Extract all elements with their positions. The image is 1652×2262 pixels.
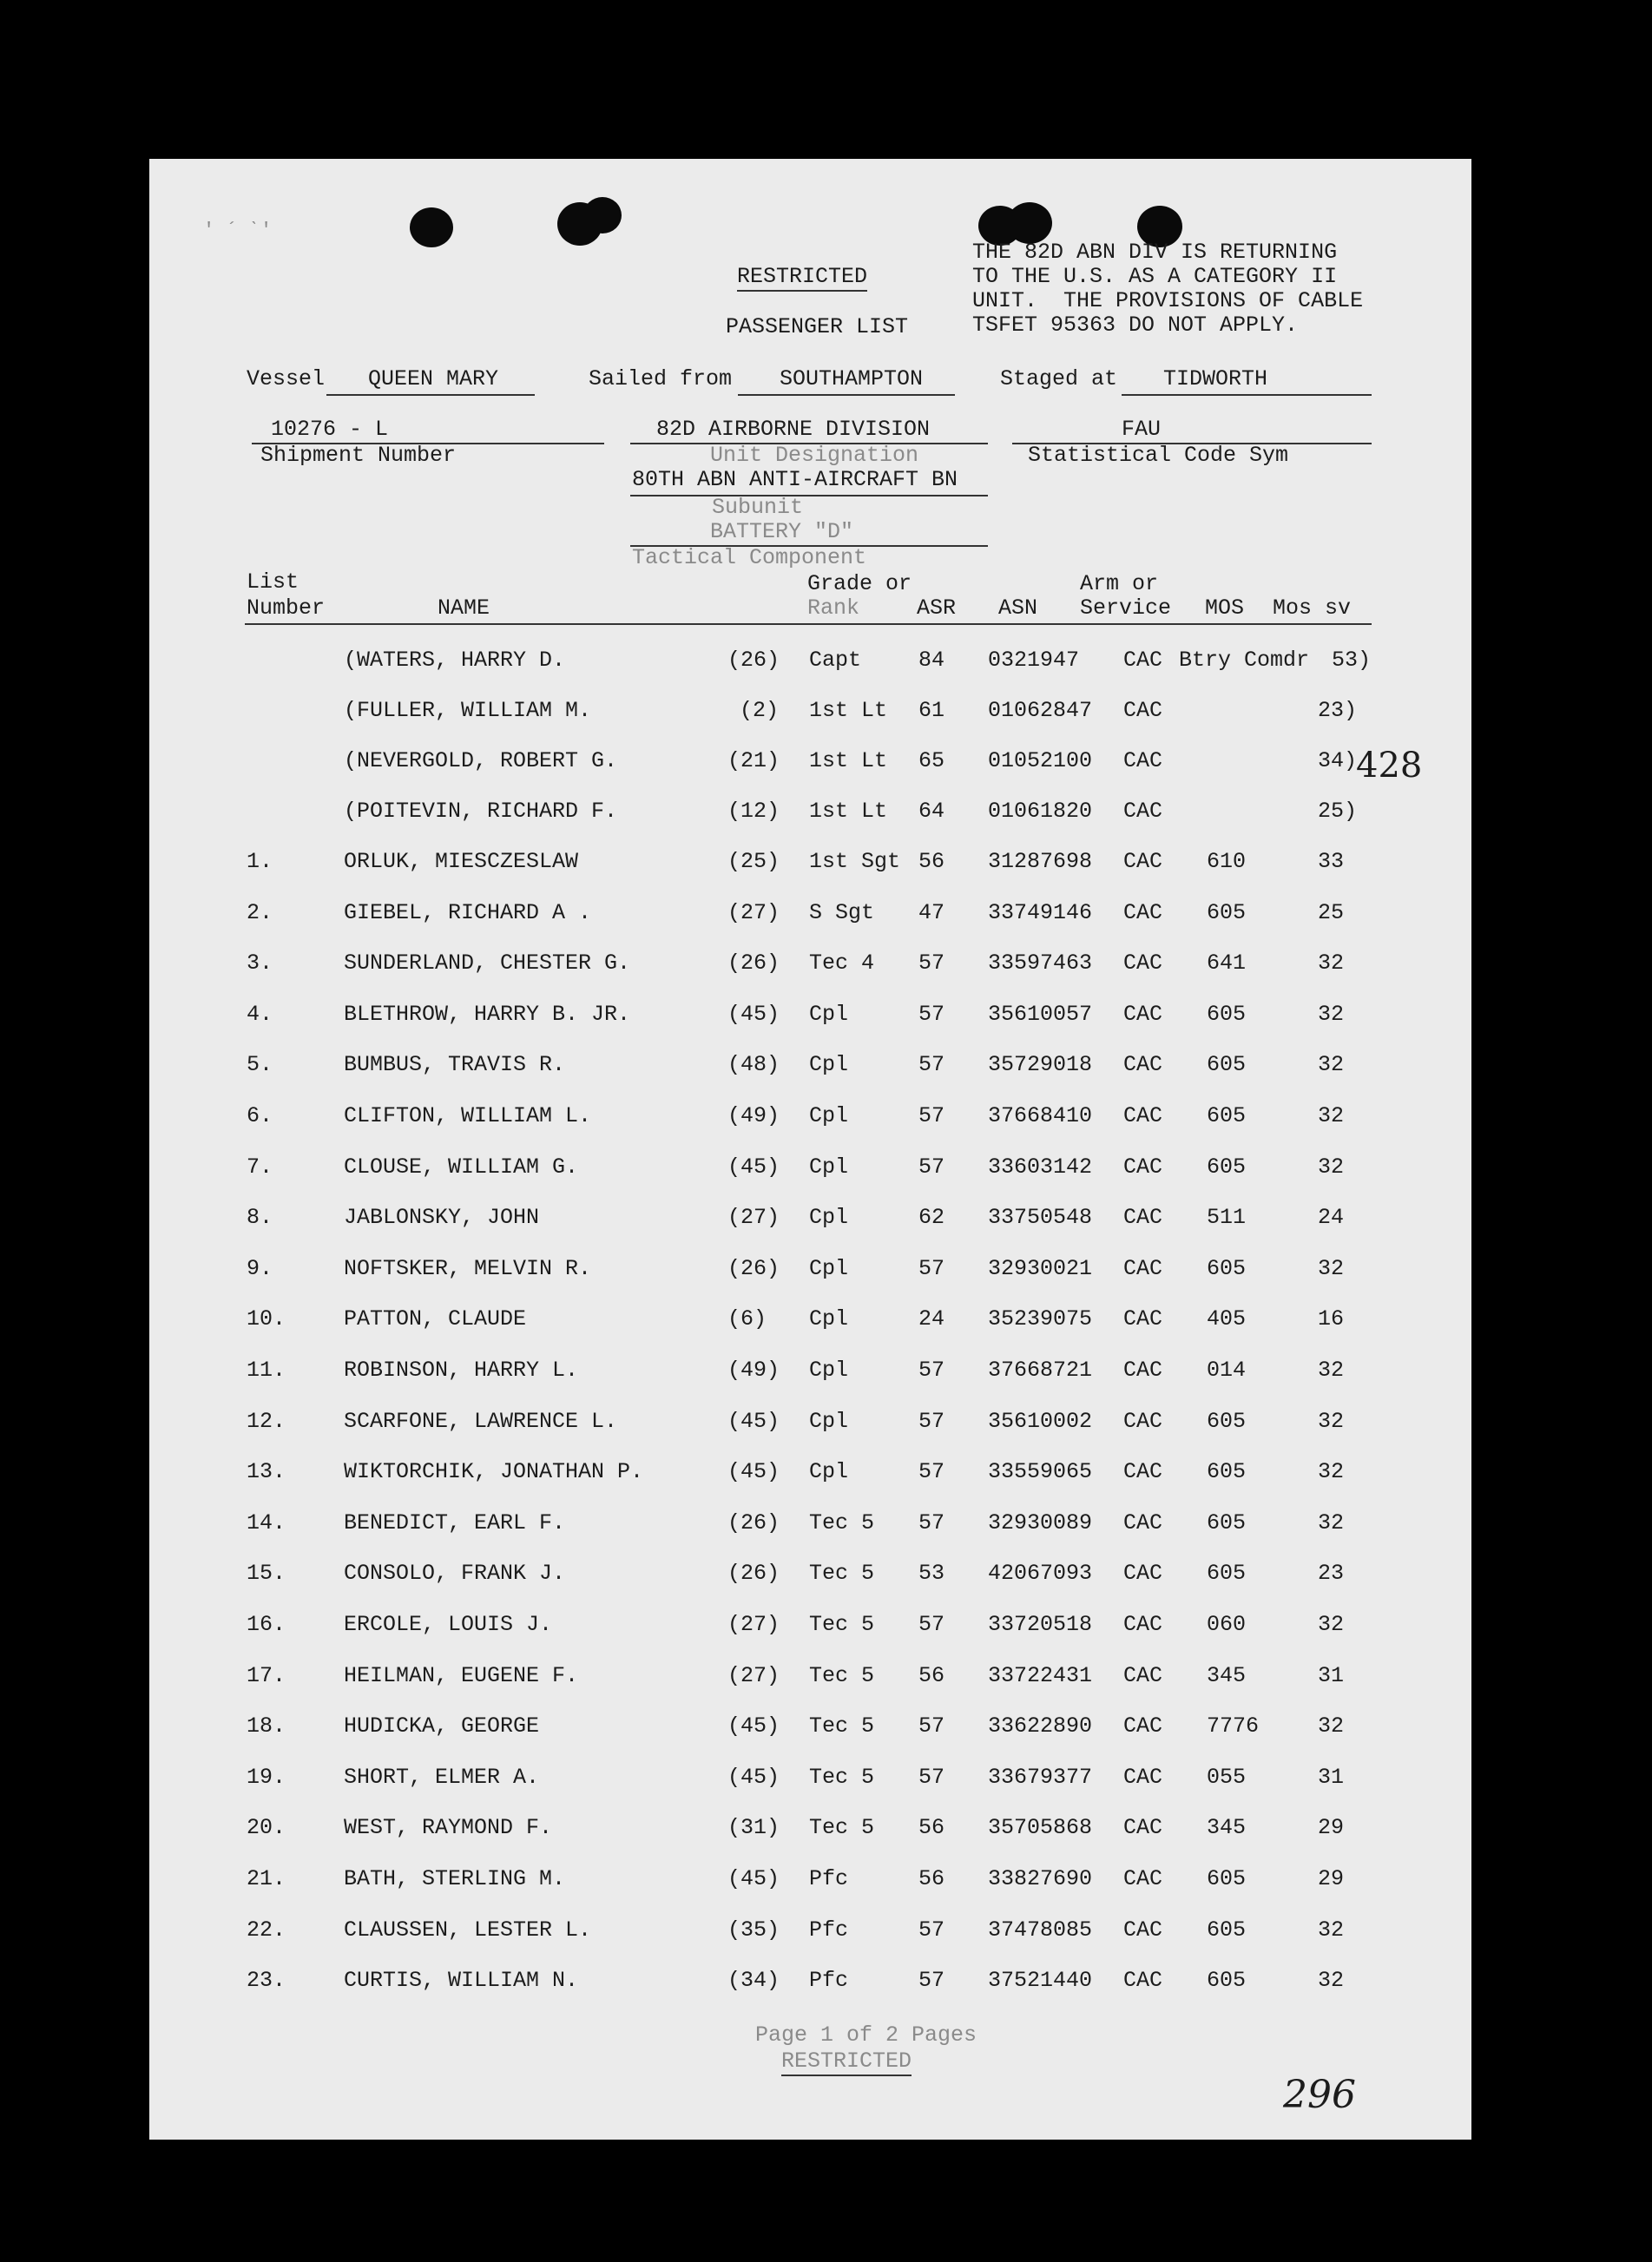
doc-title: PASSENGER LIST (726, 314, 909, 339)
cell-num: 12. (247, 1409, 286, 1434)
cell-age: (26) (727, 950, 780, 976)
col-grade-2: Rank (807, 595, 860, 621)
cell-mossv: 32 (1318, 1409, 1345, 1434)
cell-age: (6) (727, 1306, 767, 1332)
cell-num: 7. (247, 1154, 273, 1180)
cell-grade: Pfc (809, 1917, 849, 1943)
cell-name: JABLONSKY, JOHN (344, 1205, 540, 1230)
cell-grade: Cpl (809, 1358, 849, 1383)
cell-name: ROBINSON, HARRY L. (344, 1358, 579, 1383)
cell-asn: 33622890 (988, 1713, 1093, 1739)
cell-asn: 32930089 (988, 1510, 1093, 1535)
officer-grade: Capt (809, 648, 862, 673)
cell-grade: Cpl (809, 1459, 849, 1484)
cell-num: 22. (247, 1917, 286, 1943)
cell-name: HEILMAN, EUGENE F. (344, 1663, 579, 1688)
cell-age: (45) (727, 1866, 780, 1891)
cell-mos: 605 (1207, 1103, 1247, 1128)
cell-mos: 605 (1207, 1002, 1247, 1027)
cell-mossv: 32 (1318, 1968, 1345, 1993)
cell-asn: 31287698 (988, 849, 1093, 874)
cell-age: (27) (727, 1612, 780, 1637)
notice-line: UNIT. THE PROVISIONS OF CABLE (972, 288, 1364, 313)
cell-asn: 33679377 (988, 1765, 1093, 1790)
cell-num: 18. (247, 1713, 286, 1739)
officer-mossv: 23) (1318, 698, 1358, 723)
cell-asn: 33597463 (988, 950, 1093, 976)
cell-mos: 405 (1207, 1306, 1247, 1332)
statistical-code-label: Statistical Code Sym (1028, 443, 1289, 468)
cell-asn: 33603142 (988, 1154, 1093, 1180)
cell-mos: 605 (1207, 1510, 1247, 1535)
cell-arm: CAC (1123, 1815, 1163, 1840)
cell-age: (49) (727, 1358, 780, 1383)
cell-arm: CAC (1123, 1358, 1163, 1383)
cell-mossv: 29 (1318, 1866, 1345, 1891)
cell-arm: CAC (1123, 950, 1163, 976)
officer-age: (2) (740, 698, 780, 723)
cell-asr: 53 (918, 1561, 945, 1586)
cell-mos: 605 (1207, 1052, 1247, 1077)
cell-grade: Tec 5 (809, 1510, 875, 1535)
cell-num: 2. (247, 900, 273, 925)
officer-age: (12) (727, 799, 780, 824)
cell-arm: CAC (1123, 1103, 1163, 1128)
cell-asr: 57 (918, 1154, 945, 1180)
cell-asn: 33750548 (988, 1205, 1093, 1230)
officer-grade: 1st Lt (809, 698, 888, 723)
officer-asr: 64 (918, 799, 945, 824)
col-mos: MOS (1205, 595, 1245, 621)
cell-mos: 641 (1207, 950, 1247, 976)
cell-num: 6. (247, 1103, 273, 1128)
cell-grade: Cpl (809, 1154, 849, 1180)
cell-arm: CAC (1123, 1561, 1163, 1586)
cell-num: 9. (247, 1256, 273, 1281)
cell-asr: 47 (918, 900, 945, 925)
col-asn: ASN (998, 595, 1038, 621)
officer-arm: CAC (1123, 748, 1163, 773)
staged-at-label: Staged at (1000, 366, 1118, 391)
cell-name: SHORT, ELMER A. (344, 1765, 540, 1790)
stray-marks: ' ´ ˋ' (203, 220, 273, 241)
col-arm-1: Arm or (1080, 571, 1159, 596)
officer-name: (POITEVIN, RICHARD F. (344, 799, 618, 824)
cell-name: GIEBEL, RICHARD A . (344, 900, 592, 925)
sailed-from-rule (738, 394, 955, 396)
cell-num: 5. (247, 1052, 273, 1077)
cell-asn: 35610057 (988, 1002, 1093, 1027)
cell-arm: CAC (1123, 900, 1163, 925)
cell-grade: Cpl (809, 1103, 849, 1128)
vessel-label: Vessel (247, 366, 326, 391)
staged-at-rule (1122, 394, 1372, 396)
cell-grade: Pfc (809, 1968, 849, 1993)
officer-name: (NEVERGOLD, ROBERT G. (344, 748, 618, 773)
cell-asr: 56 (918, 849, 945, 874)
subunit-value: 80TH ABN ANTI-AIRCRAFT BN (632, 467, 958, 492)
cell-asr: 57 (918, 1358, 945, 1383)
cell-grade: Tec 5 (809, 1713, 875, 1739)
cell-num: 15. (247, 1561, 286, 1586)
subunit-label: Subunit (712, 495, 804, 520)
cell-name: ORLUK, MIESCZESLAW (344, 849, 579, 874)
cell-grade: 1st Sgt (809, 849, 901, 874)
cell-name: SUNDERLAND, CHESTER G. (344, 950, 631, 976)
cell-age: (26) (727, 1256, 780, 1281)
col-list-number-2: Number (247, 595, 326, 621)
cell-age: (31) (727, 1815, 780, 1840)
cell-asn: 35239075 (988, 1306, 1093, 1332)
col-asr: ASR (917, 595, 957, 621)
cell-mossv: 32 (1318, 1510, 1345, 1535)
cell-asn: 42067093 (988, 1561, 1093, 1586)
statistical-code-value: FAU (1122, 417, 1162, 442)
cell-mossv: 32 (1318, 1917, 1345, 1943)
cell-num: 8. (247, 1205, 273, 1230)
cell-asr: 56 (918, 1663, 945, 1688)
cell-asn: 33749146 (988, 900, 1093, 925)
officer-mos: Btry Comdr (1179, 648, 1310, 673)
officer-name: (WATERS, HARRY D. (344, 648, 566, 673)
cell-num: 10. (247, 1306, 286, 1332)
cell-grade: S Sgt (809, 900, 875, 925)
cell-mos: 605 (1207, 1866, 1247, 1891)
punch-hole (410, 207, 453, 247)
cell-age: (45) (727, 1765, 780, 1790)
officer-asr: 61 (918, 698, 945, 723)
cell-arm: CAC (1123, 1713, 1163, 1739)
tactical-component-value: BATTERY "D" (710, 519, 854, 544)
officer-asn: 01061820 (988, 799, 1093, 824)
cell-age: (49) (727, 1103, 780, 1128)
cell-asr: 24 (918, 1306, 945, 1332)
cell-asr: 62 (918, 1205, 945, 1230)
cell-mossv: 29 (1318, 1815, 1345, 1840)
cell-num: 19. (247, 1765, 286, 1790)
col-mossv: Mos sv (1273, 595, 1352, 621)
cell-asr: 57 (918, 1713, 945, 1739)
cell-asr: 57 (918, 1459, 945, 1484)
cell-age: (27) (727, 900, 780, 925)
cell-name: WIKTORCHIK, JONATHAN P. (344, 1459, 644, 1484)
cell-arm: CAC (1123, 1917, 1163, 1943)
header-rule (245, 623, 1372, 625)
unit-designation-label: Unit Designation (710, 443, 919, 468)
cell-mos: 605 (1207, 900, 1247, 925)
cell-mos: 605 (1207, 1459, 1247, 1484)
cell-name: PATTON, CLAUDE (344, 1306, 527, 1332)
col-grade-1: Grade or (807, 571, 912, 596)
cell-mossv: 16 (1318, 1306, 1345, 1332)
cell-num: 4. (247, 1002, 273, 1027)
cell-grade: Cpl (809, 1409, 849, 1434)
cell-arm: CAC (1123, 1663, 1163, 1688)
cell-arm: CAC (1123, 1765, 1163, 1790)
cell-name: BUMBUS, TRAVIS R. (344, 1052, 566, 1077)
cell-mossv: 33 (1318, 849, 1345, 874)
cell-mos: 060 (1207, 1612, 1247, 1637)
cell-grade: Pfc (809, 1866, 849, 1891)
cell-name: HUDICKA, GEORGE (344, 1713, 540, 1739)
staged-at-value: TIDWORTH (1163, 366, 1268, 391)
unit-designation-value: 82D AIRBORNE DIVISION (656, 417, 931, 442)
cell-num: 17. (247, 1663, 286, 1688)
cell-grade: Cpl (809, 1205, 849, 1230)
cell-asr: 57 (918, 1103, 945, 1128)
cell-asr: 57 (918, 950, 945, 976)
cell-age: (26) (727, 1561, 780, 1586)
cell-asr: 57 (918, 1765, 945, 1790)
col-name: NAME (438, 595, 490, 621)
cell-mossv: 32 (1318, 1052, 1345, 1077)
cell-asn: 33827690 (988, 1866, 1093, 1891)
sailed-from-label: Sailed from (589, 366, 733, 391)
cell-grade: Tec 5 (809, 1815, 875, 1840)
punch-hole (1007, 202, 1052, 244)
cell-mos: 605 (1207, 1256, 1247, 1281)
notice-line: TSFET 95363 DO NOT APPLY. (972, 312, 1299, 338)
subunit-rule (630, 495, 988, 496)
cell-arm: CAC (1123, 849, 1163, 874)
cell-grade: Tec 5 (809, 1561, 875, 1586)
cell-arm: CAC (1123, 1306, 1163, 1332)
cell-age: (27) (727, 1663, 780, 1688)
officer-asn: 01062847 (988, 698, 1093, 723)
col-list-number-1: List (247, 569, 299, 595)
officer-arm: CAC (1123, 698, 1163, 723)
cell-mos: 605 (1207, 1968, 1247, 1993)
cell-asr: 57 (918, 1256, 945, 1281)
cell-mossv: 32 (1318, 1154, 1345, 1180)
cell-asn: 37668410 (988, 1103, 1093, 1128)
cell-arm: CAC (1123, 1256, 1163, 1281)
cell-grade: Cpl (809, 1052, 849, 1077)
cell-name: CLIFTON, WILLIAM L. (344, 1103, 592, 1128)
shipment-number-value: 10276 - L (271, 417, 389, 442)
cell-mossv: 32 (1318, 1256, 1345, 1281)
cell-mos: 605 (1207, 1409, 1247, 1434)
officer-arm: CAC (1123, 648, 1163, 673)
officer-asn: 01052100 (988, 748, 1093, 773)
cell-asn: 37668721 (988, 1358, 1093, 1383)
cell-name: CLOUSE, WILLIAM G. (344, 1154, 579, 1180)
cell-grade: Tec 4 (809, 950, 875, 976)
cell-arm: CAC (1123, 1154, 1163, 1180)
cell-arm: CAC (1123, 1205, 1163, 1230)
cell-age: (45) (727, 1002, 780, 1027)
cell-mossv: 32 (1318, 1459, 1345, 1484)
officer-grade: 1st Lt (809, 748, 888, 773)
cell-num: 21. (247, 1866, 286, 1891)
notice-line: THE 82D ABN DIV IS RETURNING (972, 240, 1338, 265)
cell-mossv: 32 (1318, 950, 1345, 976)
cell-mos: 345 (1207, 1663, 1247, 1688)
cell-mos: 055 (1207, 1765, 1247, 1790)
cell-asn: 35705868 (988, 1815, 1093, 1840)
cell-asn: 37521440 (988, 1968, 1093, 1993)
sailed-from-value: SOUTHAMPTON (780, 366, 924, 391)
cell-mos: 605 (1207, 1154, 1247, 1180)
cell-asr: 57 (918, 1409, 945, 1434)
cell-num: 11. (247, 1358, 286, 1383)
cell-asr: 56 (918, 1815, 945, 1840)
cell-asr: 57 (918, 1612, 945, 1637)
cell-num: 14. (247, 1510, 286, 1535)
cell-name: BLETHROW, HARRY B. JR. (344, 1002, 631, 1027)
cell-mos: 605 (1207, 1917, 1247, 1943)
cell-num: 23. (247, 1968, 286, 1993)
vessel-value: QUEEN MARY (368, 366, 499, 391)
cell-name: SCARFONE, LAWRENCE L. (344, 1409, 618, 1434)
cell-mossv: 23 (1318, 1561, 1345, 1586)
cell-arm: CAC (1123, 1052, 1163, 1077)
officer-mossv: 34) (1318, 748, 1358, 773)
cell-name: WEST, RAYMOND F. (344, 1815, 553, 1840)
col-arm-2: Service (1080, 595, 1172, 621)
cell-age: (45) (727, 1154, 780, 1180)
cell-asn: 32930021 (988, 1256, 1093, 1281)
cell-mos: 345 (1207, 1815, 1247, 1840)
officer-name: (FULLER, WILLIAM M. (344, 698, 592, 723)
cell-mos: 7776 (1207, 1713, 1260, 1739)
cell-name: NOFTSKER, MELVIN R. (344, 1256, 592, 1281)
cell-asr: 57 (918, 1052, 945, 1077)
cell-asn: 33722431 (988, 1663, 1093, 1688)
cell-num: 3. (247, 950, 273, 976)
cell-age: (34) (727, 1968, 780, 1993)
cell-grade: Cpl (809, 1002, 849, 1027)
cell-mos: 610 (1207, 849, 1247, 874)
cell-name: BATH, STERLING M. (344, 1866, 566, 1891)
cell-asn: 37478085 (988, 1917, 1093, 1943)
cell-mos: 511 (1207, 1205, 1247, 1230)
cell-arm: CAC (1123, 1409, 1163, 1434)
cell-mossv: 32 (1318, 1358, 1345, 1383)
cell-num: 13. (247, 1459, 286, 1484)
officer-mossv: 53) (1332, 648, 1372, 673)
cell-num: 20. (247, 1815, 286, 1840)
cell-grade: Tec 5 (809, 1612, 875, 1637)
cell-num: 16. (247, 1612, 286, 1637)
cell-mos: 014 (1207, 1358, 1247, 1383)
cell-arm: CAC (1123, 1612, 1163, 1637)
cell-name: BENEDICT, EARL F. (344, 1510, 566, 1535)
cell-arm: CAC (1123, 1866, 1163, 1891)
cell-arm: CAC (1123, 1459, 1163, 1484)
officer-count-stamp: 428 (1356, 746, 1423, 786)
cell-asr: 57 (918, 1917, 945, 1943)
cell-asr: 57 (918, 1510, 945, 1535)
cell-asr: 56 (918, 1866, 945, 1891)
notice-line: TO THE U.S. AS A CATEGORY II (972, 264, 1338, 289)
cell-arm: CAC (1123, 1968, 1163, 1993)
cell-mossv: 32 (1318, 1612, 1345, 1637)
cell-mossv: 31 (1318, 1663, 1345, 1688)
cell-age: (45) (727, 1713, 780, 1739)
cell-mossv: 24 (1318, 1205, 1345, 1230)
vessel-rule (326, 394, 535, 396)
cell-asr: 57 (918, 1968, 945, 1993)
cell-grade: Cpl (809, 1306, 849, 1332)
handwritten-page-number: 296 (1283, 2073, 1356, 2117)
officer-arm: CAC (1123, 799, 1163, 824)
cell-arm: CAC (1123, 1510, 1163, 1535)
cell-age: (27) (727, 1205, 780, 1230)
officer-age: (21) (727, 748, 780, 773)
cell-mossv: 32 (1318, 1002, 1345, 1027)
cell-mossv: 31 (1318, 1765, 1345, 1790)
cell-asn: 35610002 (988, 1409, 1093, 1434)
cell-asn: 33720518 (988, 1612, 1093, 1637)
punch-hole (583, 197, 622, 233)
cell-asn: 35729018 (988, 1052, 1093, 1077)
shipment-number-label: Shipment Number (260, 443, 457, 468)
tactical-component-label: Tactical Component (632, 545, 867, 570)
cell-age: (35) (727, 1917, 780, 1943)
cell-name: ERCOLE, LOUIS J. (344, 1612, 553, 1637)
officer-grade: 1st Lt (809, 799, 888, 824)
cell-age: (45) (727, 1459, 780, 1484)
cell-name: CURTIS, WILLIAM N. (344, 1968, 579, 1993)
cell-mos: 605 (1207, 1561, 1247, 1586)
cell-age: (45) (727, 1409, 780, 1434)
cell-age: (26) (727, 1510, 780, 1535)
cell-num: 1. (247, 849, 273, 874)
officer-asr: 65 (918, 748, 945, 773)
officer-mossv: 25) (1318, 799, 1358, 824)
cell-asn: 33559065 (988, 1459, 1093, 1484)
classification-footer: RESTRICTED (781, 2050, 912, 2076)
page-count: Page 1 of 2 Pages (755, 2022, 977, 2048)
cell-mossv: 32 (1318, 1713, 1345, 1739)
cell-age: (25) (727, 849, 780, 874)
cell-arm: CAC (1123, 1002, 1163, 1027)
officer-asr: 84 (918, 648, 945, 673)
cell-grade: Tec 5 (809, 1663, 875, 1688)
cell-name: CONSOLO, FRANK J. (344, 1561, 566, 1586)
cell-mossv: 32 (1318, 1103, 1345, 1128)
cell-grade: Cpl (809, 1256, 849, 1281)
cell-name: CLAUSSEN, LESTER L. (344, 1917, 592, 1943)
officer-asn: 0321947 (988, 648, 1080, 673)
cell-asr: 57 (918, 1002, 945, 1027)
cell-age: (48) (727, 1052, 780, 1077)
cell-mossv: 25 (1318, 900, 1345, 925)
cell-grade: Tec 5 (809, 1765, 875, 1790)
officer-age: (26) (727, 648, 780, 673)
classification-header: RESTRICTED (737, 266, 867, 292)
